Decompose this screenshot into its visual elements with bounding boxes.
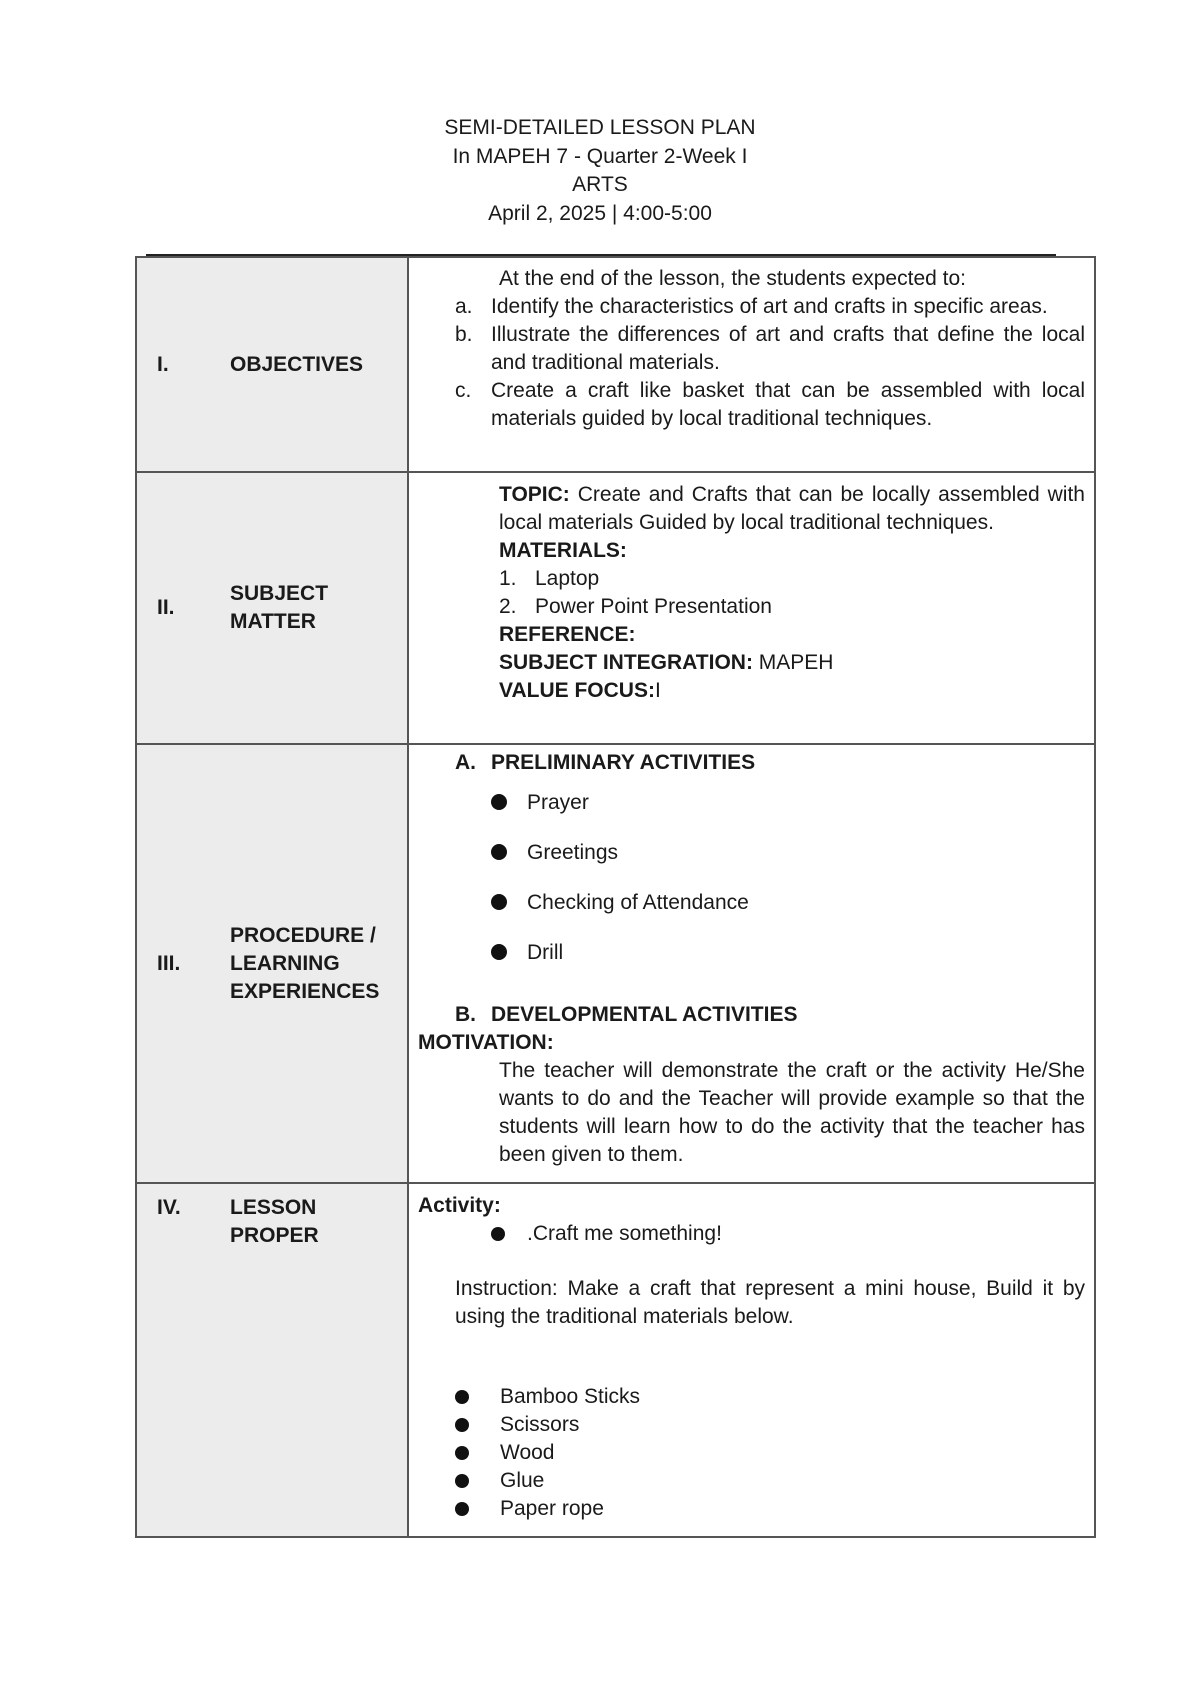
instruction-text: Instruction: Make a craft that represent a mini house, Build it by using the traditional materials below. xyxy=(455,1277,1085,1328)
bullet-icon xyxy=(455,1439,500,1467)
objective-item xyxy=(418,293,1085,321)
objective-text: Identify the characteristics of art and crafts in specific areas. xyxy=(491,295,1048,318)
craft-material-item xyxy=(455,1467,1085,1495)
developmental-title: DEVELOPMENTAL ACTIVITIES xyxy=(491,1003,798,1026)
activity-item xyxy=(418,1220,1085,1248)
preliminary-item xyxy=(491,839,1085,867)
bullet-icon xyxy=(455,1495,500,1523)
procedure-content-cell xyxy=(408,744,1095,1183)
section-number: II. xyxy=(157,596,175,619)
material-marker: 2. xyxy=(499,595,517,618)
topic-label: TOPIC: xyxy=(499,483,570,506)
document-header xyxy=(0,114,1200,228)
procedure-label-cell xyxy=(136,744,408,1183)
reference-label: REFERENCE: xyxy=(499,623,636,646)
subject-matter-row xyxy=(136,472,1095,744)
preliminary-text: Prayer xyxy=(527,791,589,814)
objectives-intro: At the end of the lesson, the students expected to: xyxy=(499,267,966,290)
lesson-proper-content-cell xyxy=(408,1183,1095,1537)
section-label: LESSON PROPER xyxy=(230,1196,319,1247)
preliminary-item xyxy=(491,939,1085,967)
header-area: ARTS xyxy=(572,173,628,196)
objective-text: Illustrate the differences of art and crafts that define the local and traditional materials. xyxy=(491,323,1085,374)
preliminary-heading xyxy=(418,749,1085,777)
craft-material-text: Wood xyxy=(500,1441,555,1464)
integration-label: SUBJECT INTEGRATION: xyxy=(499,651,753,674)
preliminary-list xyxy=(418,789,1085,967)
bullet-icon xyxy=(455,1383,500,1411)
objective-item xyxy=(418,377,1085,433)
material-text: Laptop xyxy=(535,567,600,590)
subject-matter-label-cell xyxy=(136,472,408,744)
header-title: SEMI-DETAILED LESSON PLAN xyxy=(444,116,756,139)
procedure-row xyxy=(136,744,1095,1183)
craft-material-text: Paper rope xyxy=(500,1497,604,1520)
section-label: OBJECTIVES xyxy=(230,352,364,376)
objectives-label-cell xyxy=(136,257,408,472)
bullet-icon xyxy=(455,1411,500,1439)
objective-marker: b. xyxy=(455,323,473,346)
bullet-icon xyxy=(491,939,527,967)
objective-item xyxy=(418,321,1085,377)
material-item xyxy=(418,565,1085,593)
developmental-marker: B. xyxy=(455,1003,476,1026)
section-number: IV. xyxy=(157,1196,181,1219)
topic-text: Create and Crafts that can be locally assembled with local materials Guided by local traditional techniques. xyxy=(499,483,1085,534)
objectives-row xyxy=(136,257,1095,472)
craft-materials-list xyxy=(418,1383,1085,1523)
craft-material-text: Glue xyxy=(500,1469,545,1492)
craft-material-text: Bamboo Sticks xyxy=(500,1385,641,1408)
subject-integration xyxy=(418,649,1085,677)
header-date: April 2, 2025 | 4:00-5:00 xyxy=(488,201,712,225)
section-number: III. xyxy=(157,951,181,975)
motivation-text: The teacher will demonstrate the craft or the activity He/She wants to do and the Teacher will provide example so that the students will learn how to do the activity that the teacher has been given to them. xyxy=(499,1059,1085,1166)
material-marker: 1. xyxy=(499,567,517,590)
preliminary-item xyxy=(491,889,1085,917)
topic xyxy=(418,481,1085,537)
section-label: SUBJECT MATTER xyxy=(230,582,329,633)
materials-label: MATERIALS: xyxy=(499,539,627,562)
activity-text: .Craft me something! xyxy=(527,1222,722,1245)
craft-material-item xyxy=(455,1495,1085,1523)
preliminary-text: Greetings xyxy=(527,841,619,864)
craft-material-item xyxy=(455,1383,1085,1411)
value-focus xyxy=(418,677,1085,705)
bullet-icon xyxy=(491,839,527,867)
developmental-heading xyxy=(418,1001,1085,1029)
activity-label: Activity: xyxy=(418,1194,501,1217)
preliminary-title: PRELIMINARY ACTIVITIES xyxy=(491,751,756,774)
value-focus-label: VALUE FOCUS: xyxy=(499,679,655,702)
preliminary-text: Checking of Attendance xyxy=(527,891,749,914)
preliminary-text: Drill xyxy=(527,941,564,964)
section-label: PROCEDURE / LEARNING EXPERIENCES xyxy=(230,923,380,1003)
objective-marker: a. xyxy=(455,295,473,318)
header-subject: In MAPEH 7 - Quarter 2-Week I xyxy=(452,144,748,168)
preliminary-item xyxy=(491,789,1085,817)
motivation-label: MOTIVATION: xyxy=(418,1031,554,1054)
material-item xyxy=(418,593,1085,621)
craft-material-item xyxy=(455,1439,1085,1467)
objective-marker: c. xyxy=(455,379,472,402)
lesson-proper-row xyxy=(136,1183,1095,1537)
objective-text: Create a craft like basket that can be assembled with local materials guided by local traditional techniques. xyxy=(491,379,1085,430)
subject-matter-content-cell xyxy=(408,472,1095,744)
integration-value: MAPEH xyxy=(752,651,834,674)
preliminary-marker: A. xyxy=(455,751,476,774)
bullet-icon xyxy=(491,1220,527,1248)
material-text: Power Point Presentation xyxy=(535,595,772,618)
bullet-icon xyxy=(491,889,527,917)
section-number: I. xyxy=(157,352,169,376)
lesson-plan-table xyxy=(135,256,1096,1538)
craft-material-item xyxy=(455,1411,1085,1439)
bullet-icon xyxy=(455,1467,500,1495)
objectives-content-cell xyxy=(408,257,1095,472)
value-focus-value: I xyxy=(654,679,661,702)
lesson-proper-label-cell xyxy=(136,1183,408,1537)
craft-material-text: Scissors xyxy=(500,1413,580,1436)
bullet-icon xyxy=(491,789,527,817)
